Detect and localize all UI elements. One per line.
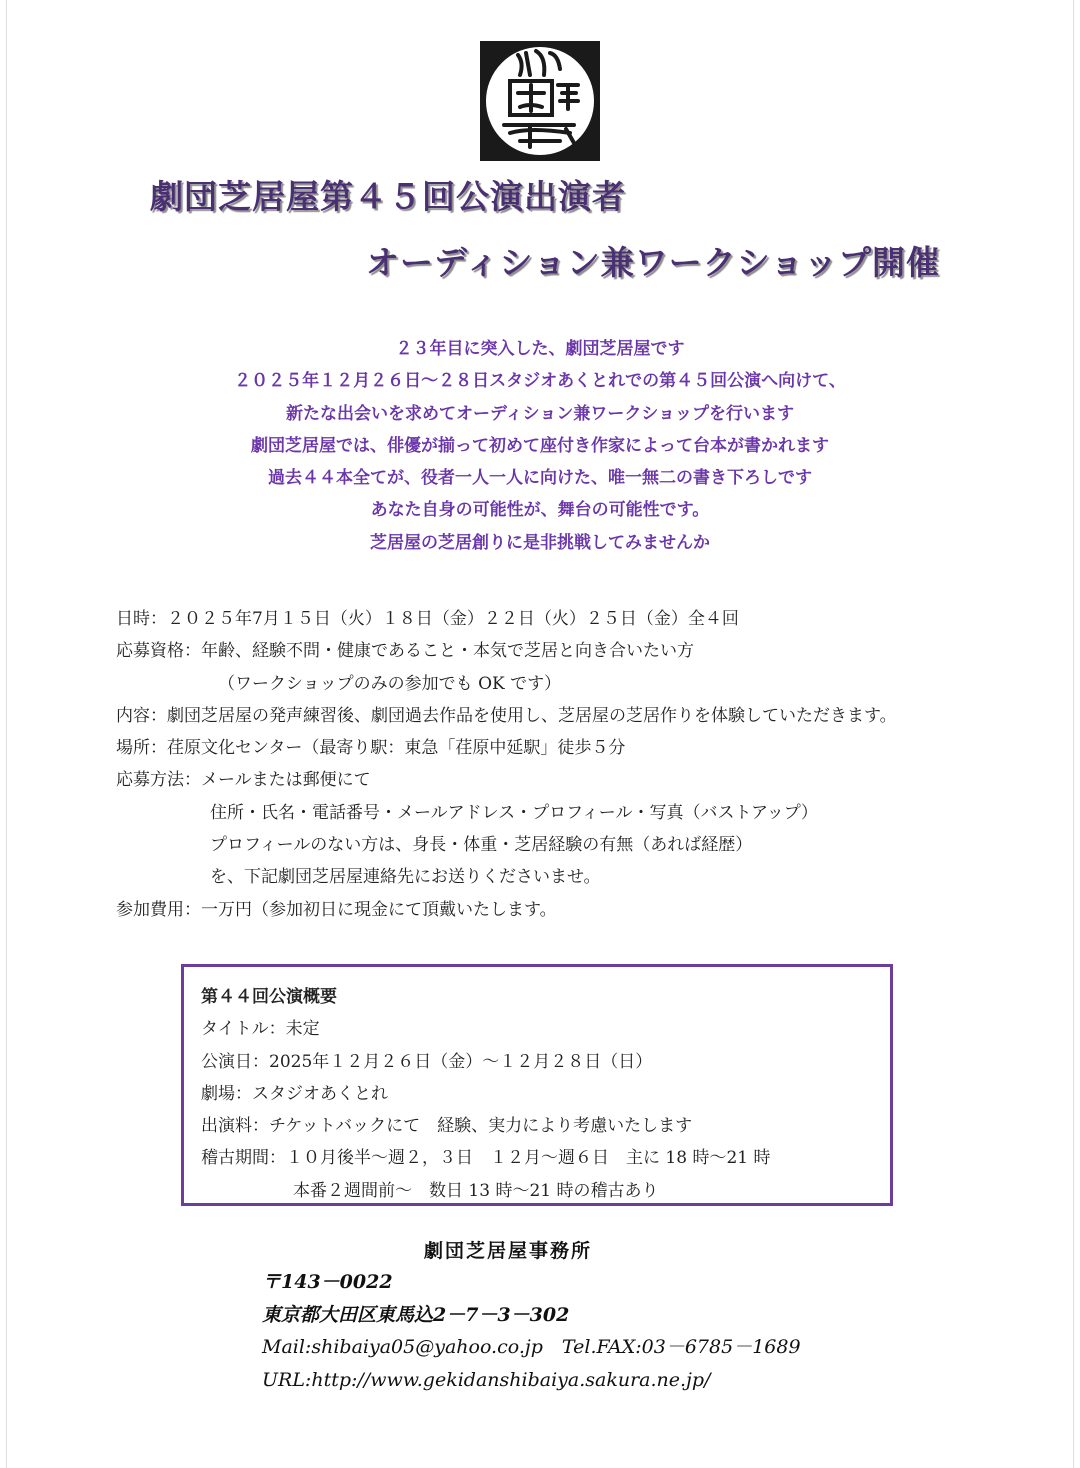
- troupe-logo: [480, 41, 600, 161]
- office-postal: 〒143－0022: [262, 1271, 393, 1293]
- performance-theater: 劇場：スタジオあくとれ: [201, 1083, 388, 1104]
- performance-rehearsal: 稽古期間：１０月後半～週２，３日 １２月～週６日 主に 18 時～21 時: [201, 1148, 771, 1169]
- performance-fee: 出演料：チケットバックにて 経験、実力により考慮いたします: [201, 1116, 693, 1137]
- office-contact: [262, 1266, 801, 1396]
- detail-fee: 参加費用：一万円（参加初日に現金にて頂戴いたします。: [116, 899, 557, 920]
- intro-line: 劇団芝居屋では、俳優が揃って初めて座付き作家によって台本が書かれます: [251, 435, 829, 456]
- office-mail-tel[interactable]: Mail:shibaiya05@yahoo.co.jp Tel.FAX:03－6785－1689: [262, 1336, 801, 1358]
- page-edge-right: [1073, 0, 1074, 1468]
- intro-line: ２３年目に突入した、劇団芝居屋です: [395, 339, 685, 359]
- detail-eligibility: 応募資格：年齢、経験不問・健康であること・本気で芝居と向き合いたい方: [116, 641, 694, 662]
- intro-line: 芝居屋の芝居創りに是非挑戦してみませんか: [370, 532, 710, 553]
- performance-summary-box: [181, 964, 893, 1206]
- intro-line: あなた自身の可能性が、舞台の可能性です。: [370, 500, 710, 521]
- detail-method-line: を、下記劇団芝居屋連絡先にお送りくださいませ。: [210, 867, 601, 888]
- performance-heading: 第４４回公演概要: [201, 987, 337, 1007]
- audition-details: [116, 603, 897, 926]
- detail-content: 内容：劇団芝居屋の発声練習後、劇団過去作品を使用し、芝居屋の芝居作りを体験していただきます。: [116, 705, 897, 726]
- title-line-1: 劇団芝居屋第４５回公演出演者: [150, 177, 626, 216]
- intro-line: ２０２５年１２月２６日～２８日スタジオあくとれでの第４５回公演へ向けて、: [234, 371, 846, 392]
- troupe-logo-seal: [480, 41, 600, 161]
- detail-method: 応募方法：メールまたは郵便にて: [116, 770, 371, 791]
- title-line-2: オーディション兼ワークショップ開催: [366, 243, 941, 282]
- detail-eligibility-note: （ワークショップのみの参加でも OK です）: [218, 673, 562, 694]
- detail-method-line: プロフィールのない方は、身長・体重・芝居経験の有無（あれば経歴）: [210, 835, 753, 856]
- performance-title: タイトル：未定: [201, 1019, 320, 1040]
- intro-text: [40, 333, 1040, 559]
- office-url[interactable]: URL:http://www.gekidanshibaiya.sakura.ne.jp/: [262, 1368, 711, 1391]
- page-edge-left: [6, 0, 7, 1468]
- performance-dates: 公演日：2025年１２月２６日（金）～１２月２８日（日）: [201, 1051, 653, 1072]
- detail-venue: 場所：荏原文化センター（最寄り駅：東急「荏原中延駅」徒歩５分: [116, 738, 626, 759]
- detail-datetime: 日時：２０２５年7月１５日（火）１８日（金）２２日（火）２５日（金）全４回: [116, 609, 739, 629]
- office-address: 東京都大田区東馬込2－7－3－302: [262, 1303, 570, 1326]
- intro-line: 新たな出会いを求めてオーディション兼ワークショップを行います: [286, 403, 794, 424]
- intro-line: 過去４４本全てが、役者一人一人に向けた、唯一無二の書き下ろしです: [268, 468, 812, 489]
- office-name: 劇団芝居屋事務所: [424, 1240, 593, 1262]
- detail-method-line: 住所・氏名・電話番号・メールアドレス・プロフィール・写真（バストアップ）: [210, 802, 818, 823]
- performance-rehearsal-line2: 本番２週間前～ 数日 13 時～21 時の稽古あり: [293, 1180, 659, 1201]
